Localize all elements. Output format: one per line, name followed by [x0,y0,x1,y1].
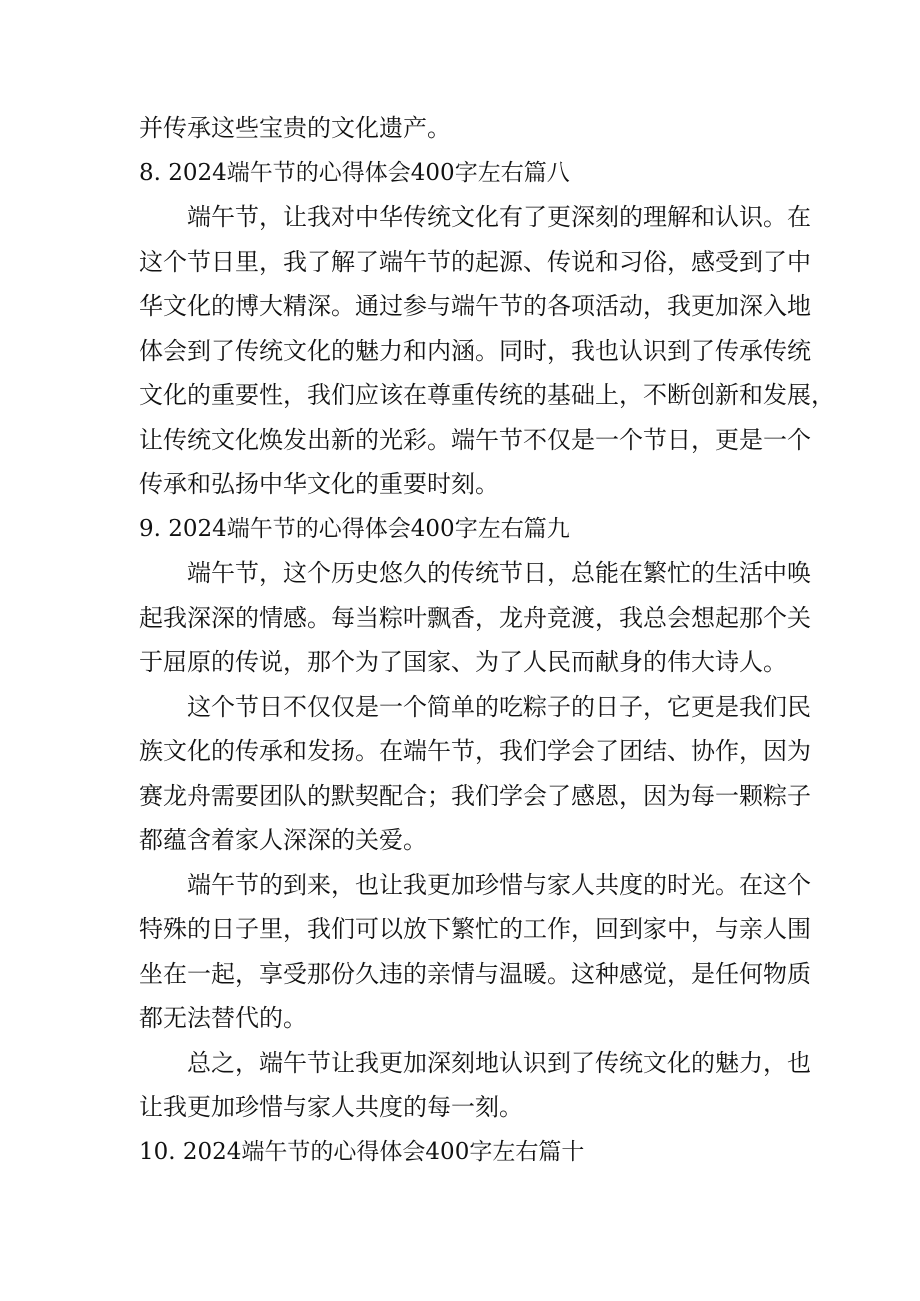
paragraph-line: 文化的重要性，我们应该在尊重传统的基础上，不断创新和发展， [139,381,835,409]
paragraph-line: 特殊的日子里，我们可以放下繁忙的工作，回到家中，与亲人围 [139,915,811,943]
paragraph-line: 让我更加珍惜与家人共度的每一刻。 [139,1093,523,1121]
paragraph-line: 族文化的传承和发扬。在端午节，我们学会了团结、协作，因为 [139,737,811,765]
section-heading-10: 10. 2024端午节的心得体会400字左右篇十 [139,1138,585,1165]
section-heading-9: 9. 2024端午节的心得体会400字左右篇九 [139,515,570,542]
paragraph-line: 让传统文化焕发出新的光彩。端午节不仅是一个节日，更是一个 [139,425,811,454]
paragraph [139,685,811,863]
paragraph-line: 端午节，这个历史悠久的传统节日，总能在繁忙的生活中唤 [187,559,811,587]
paragraph [139,1041,811,1130]
paragraph [139,551,811,685]
paragraph-line: 传承和弘扬中华文化的重要时刻。 [139,470,499,498]
paragraph-line: 都蕴含着家人深深的关爱。 [139,826,427,854]
paragraph-line: 坐在一起，享受那份久违的亲情与温暖。这种感觉，是任何物质 [139,959,811,988]
continuation-line: 并传承这些宝贵的文化遗产。 [139,114,451,142]
paragraph-line: 端午节，让我对中华传统文化有了更深刻的理解和认识。在 [187,203,811,231]
paragraph-line: 起我深深的情感。每当粽叶飘香，龙舟竞渡，我总会想起那个关 [139,603,811,632]
paragraph-line: 赛龙舟需要团队的默契配合；我们学会了感恩，因为每一颗粽子 [139,781,811,810]
paragraph-line: 都无法替代的。 [139,1004,307,1032]
paragraph-line: 华文化的博大精深。通过参与端午节的各项活动，我更加深入地 [139,292,811,320]
paragraph-line: 体会到了传统文化的魅力和内涵。同时，我也认识到了传承传统 [139,336,811,365]
paragraph [139,863,811,1041]
paragraph-line: 总之，端午节让我更加深刻地认识到了传统文化的魅力，也 [187,1048,811,1077]
document-body [139,106,835,1174]
paragraph-line: 这个节日不仅仅是一个简单的吃粽子的日子，它更是我们民 [187,692,811,721]
paragraph-line: 端午节的到来，也让我更加珍惜与家人共度的时光。在这个 [187,870,811,899]
paragraph-line: 这个节日里，我了解了端午节的起源、传说和习俗，感受到了中 [139,247,811,276]
paragraph-line: 于屈原的传说，那个为了国家、为了人民而献身的伟大诗人。 [139,648,787,676]
section-heading-8: 8. 2024端午节的心得体会400字左右篇八 [139,159,570,186]
paragraph [139,195,835,507]
